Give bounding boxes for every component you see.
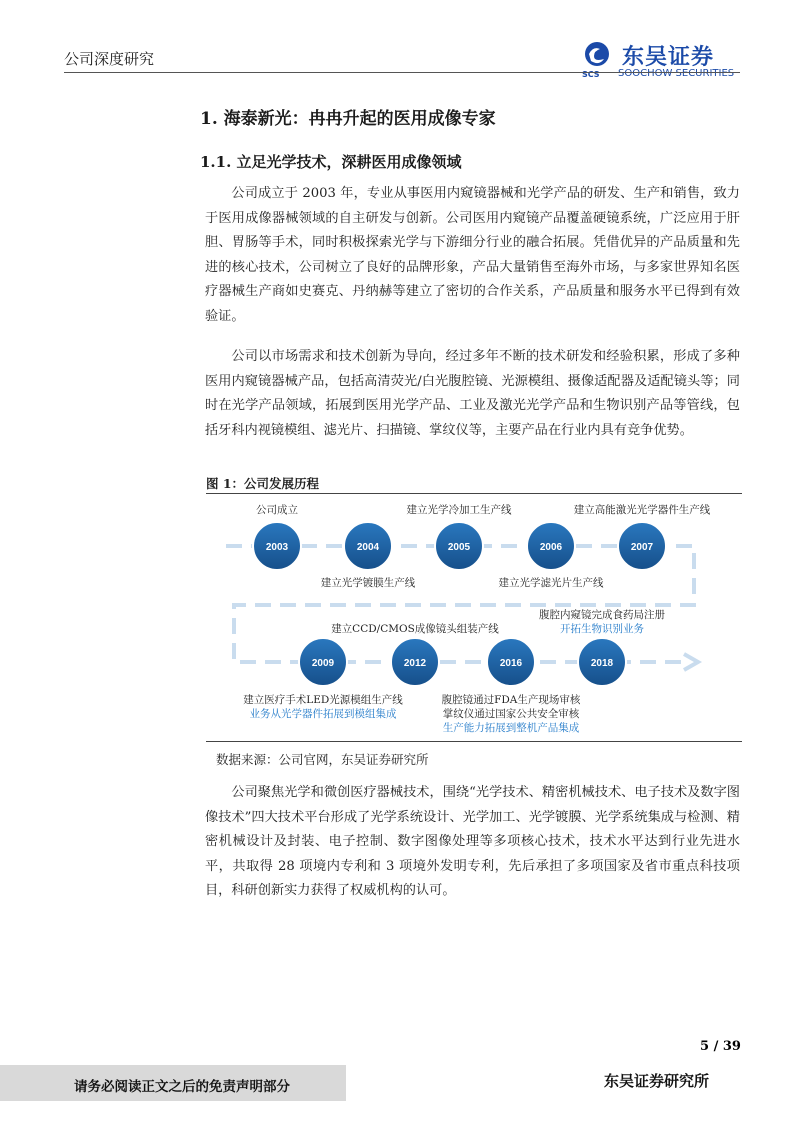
figure-source: 数据来源：公司官网，东吴证券研究所	[216, 752, 429, 767]
logo-abbr: SCS	[582, 70, 600, 79]
milestone-2018-label-1: 开拓生物识别业务	[560, 623, 644, 635]
timeline-nodes	[243, 503, 711, 734]
milestone-2009-year: 2009	[311, 658, 335, 669]
section-heading: 1. 海泰新光：冉冉升起的医用成像专家	[200, 109, 496, 129]
footer-disclaimer: 请务必阅读正文之后的免责声明部分	[74, 1079, 290, 1095]
header-divider	[64, 72, 740, 73]
milestone-2009-label-1: 业务从光学器件拓展到模组集成	[249, 708, 397, 720]
paragraph-products: 公司以市场需求和技术创新为导向，经过多年不断的技术研发和经验积累，形成了多种医用内窥镜器械产品，包括高清荧光/白光腹腔镜、光源模组、摄像适配器及适配镜头等；同时在光学产品领域，拓展到医用光学产品、工业及激光光学产品和生物识别产品等管线，包括牙科内视镜模组、滤光片、扫描镜、掌纹仪等，主要产品在行业内具有竞争优势。	[205, 349, 740, 438]
milestone-2016-label-2: 生产能力拓展到整机产品集成	[442, 722, 580, 734]
paragraph-company-intro: 公司成立于 2003 年，专业从事医用内窥镜器械和光学产品的研发、生产和销售，致力于医用成像器械领域的自主研发与创新。公司医用内窥镜产品覆盖硬镜系统，广泛应用于肝胆、胃肠等手术，同时积极探索光学与下游细分行业的融合拓展。凭借优异的产品质量和先进的核心技术，公司树立了良好的品牌形象，产品大量销售至海外市场，与多家世界知名医疗器械生产商如史赛克、丹纳赫等建立了密切的合作关系，产品质量和服务水平已得到有效验证。	[205, 186, 740, 324]
milestone-2005-label: 建立光学冷加工生产线	[406, 504, 512, 516]
milestone-2018-label-0: 腹腔内窥镜完成食药局注册	[539, 609, 665, 621]
milestone-2016-label-1: 掌纹仪通过国家公共安全审核	[442, 708, 580, 720]
milestone-2005-year: 2005	[447, 542, 471, 553]
milestone-2006-year: 2006	[539, 542, 563, 553]
paragraph-technology: 公司聚焦光学和微创医疗器械技术，围绕“光学技术、精密机械技术、电子技术及数字图像技术”四大技术平台形成了光学系统设计、光学加工、光学镀膜、光学系统集成与检测、精密机械设计及封装、电子控制、数字图像处理等多项核心技术，技术水平达到行业先进水平，共取得 28 项境内专利和 3 项境外发明专利，先后承担了多项国家及省市重点科技项目，科研创新实力获得了权威机构的认可。	[205, 785, 740, 898]
logo-english-name: SOOCHOW SECURITIES	[618, 68, 735, 79]
milestone-2012-year: 2012	[403, 658, 427, 669]
subsection-heading: 1.1. 立足光学技术，深耕医用成像领域	[200, 153, 462, 171]
milestone-2007-label: 建立高能激光光学器件生产线	[573, 504, 711, 516]
figure-bottom-rule	[206, 741, 742, 742]
milestone-2006-label: 建立光学滤光片生产线	[498, 577, 604, 589]
development-timeline	[206, 495, 742, 740]
milestone-2016-year: 2016	[499, 658, 523, 669]
milestone-2018-year: 2018	[590, 658, 614, 669]
logo-chinese-name: 东吴证券	[622, 45, 715, 70]
milestone-2003-label: 公司成立	[256, 504, 298, 516]
timeline-arrow-icon	[684, 654, 698, 670]
milestone-2003-year: 2003	[265, 542, 289, 553]
figure-top-rule	[206, 493, 742, 494]
figure-title: 图 1：公司发展历程	[206, 476, 320, 491]
milestone-2007-year: 2007	[630, 542, 654, 553]
logo-icon	[580, 40, 614, 74]
milestone-2004-label: 建立光学镀膜生产线	[320, 577, 416, 589]
milestone-2009-label-0: 建立医疗手术LED光源模组生产线	[243, 694, 403, 706]
company-logo	[580, 40, 740, 84]
milestone-2012-label-0: 建立CCD/CMOS成像镜头组装产线	[331, 623, 499, 635]
milestone-2004-year: 2004	[356, 542, 380, 553]
page-number: 5 / 39	[700, 1039, 741, 1054]
header-label: 公司深度研究	[64, 50, 155, 68]
milestone-2016-label-0: 腹腔镜通过FDA生产现场审核	[441, 694, 581, 706]
footer-brand: 东吴证券研究所	[604, 1072, 710, 1090]
